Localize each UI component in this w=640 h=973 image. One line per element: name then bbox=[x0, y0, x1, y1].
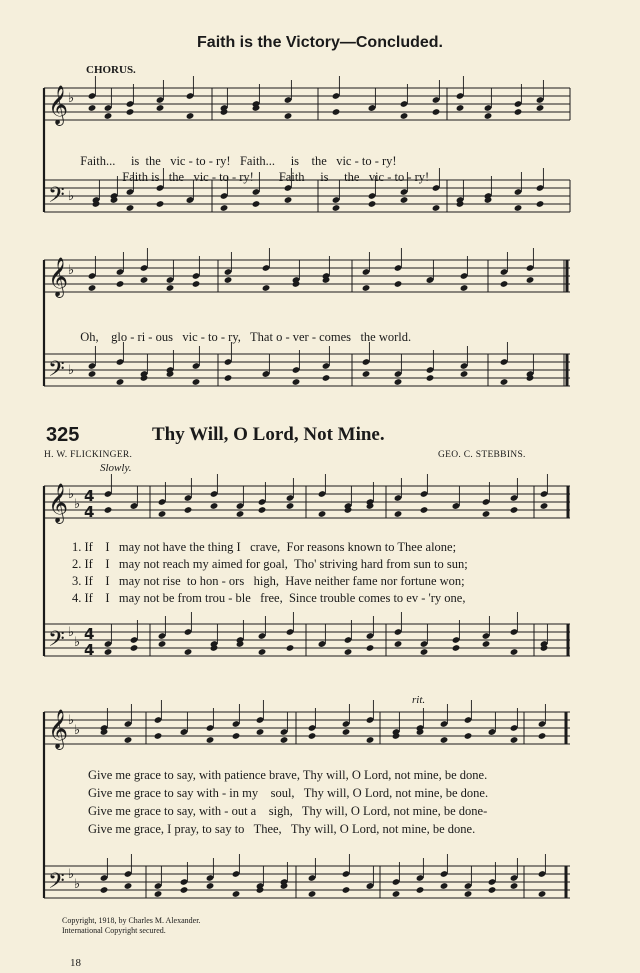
notehead bbox=[392, 890, 401, 898]
notehead bbox=[126, 204, 135, 212]
notehead bbox=[440, 736, 449, 744]
svg-text:𝄢: 𝄢 bbox=[48, 869, 65, 899]
notehead bbox=[284, 196, 293, 204]
svg-text:♭: ♭ bbox=[68, 91, 75, 106]
svg-text:𝄢: 𝄢 bbox=[48, 357, 65, 387]
notehead bbox=[124, 882, 133, 890]
svg-text:♭: ♭ bbox=[74, 635, 81, 650]
notehead bbox=[154, 732, 163, 740]
verse-1: 1. If I may not have the thing I crave, For reasons known to Thee alone; bbox=[72, 540, 457, 554]
notehead bbox=[232, 890, 241, 898]
notehead bbox=[420, 648, 429, 656]
copyright-notice bbox=[62, 916, 200, 936]
notehead bbox=[332, 108, 341, 116]
svg-text:♭: ♭ bbox=[68, 189, 75, 204]
notehead bbox=[252, 200, 261, 208]
copyright-line-1: Copyright, 1918, by Charles M. Alexander. bbox=[62, 916, 201, 925]
notehead bbox=[180, 886, 189, 894]
notehead bbox=[464, 890, 473, 898]
notehead bbox=[280, 736, 289, 744]
notehead bbox=[394, 280, 403, 288]
notehead bbox=[158, 510, 167, 518]
chorus-lyric-line-1: Faith... is the vic - to - ry! Faith... is the vic - to - ry! bbox=[80, 154, 397, 168]
notehead bbox=[224, 276, 233, 284]
svg-text:𝄞: 𝄞 bbox=[48, 85, 69, 125]
notehead bbox=[100, 886, 109, 894]
notehead bbox=[284, 112, 293, 120]
svg-text:𝄞: 𝄞 bbox=[48, 483, 69, 523]
notehead bbox=[124, 736, 133, 744]
notehead bbox=[210, 502, 219, 510]
svg-text:𝄢: 𝄢 bbox=[48, 183, 65, 213]
notehead bbox=[88, 370, 97, 378]
notehead bbox=[366, 644, 375, 652]
notehead bbox=[394, 510, 403, 518]
notehead bbox=[394, 378, 403, 386]
svg-text:4: 4 bbox=[84, 487, 95, 505]
refrain-line-2: Give me grace to say with - in my soul, Thy will, O Lord, not mine, be done. bbox=[88, 786, 489, 800]
svg-text:♭: ♭ bbox=[74, 497, 81, 512]
hymn-title: Thy Will, O Lord, Not Mine. bbox=[152, 424, 385, 445]
notehead bbox=[126, 108, 135, 116]
notehead bbox=[510, 648, 519, 656]
notehead bbox=[456, 104, 465, 112]
svg-text:♭: ♭ bbox=[68, 713, 75, 728]
svg-text:𝄞: 𝄞 bbox=[48, 257, 69, 297]
notehead bbox=[332, 204, 341, 212]
notehead bbox=[482, 510, 491, 518]
notehead bbox=[322, 374, 331, 382]
notehead bbox=[166, 284, 175, 292]
notehead bbox=[258, 648, 267, 656]
svg-text:𝄢: 𝄢 bbox=[48, 627, 65, 657]
notehead bbox=[526, 276, 535, 284]
svg-text:𝄞: 𝄞 bbox=[48, 709, 69, 749]
notehead bbox=[318, 510, 327, 518]
notehead bbox=[292, 378, 301, 386]
notehead bbox=[104, 648, 113, 656]
notehead bbox=[104, 112, 113, 120]
notehead bbox=[540, 502, 549, 510]
svg-text:4: 4 bbox=[84, 503, 95, 521]
notehead bbox=[184, 648, 193, 656]
notehead bbox=[440, 882, 449, 890]
notehead bbox=[104, 506, 113, 514]
notehead bbox=[192, 280, 201, 288]
chorus-lyric-line-2: Faith is the vic - to - ry! Faith is the vic - to - ry! bbox=[122, 170, 430, 184]
notehead bbox=[536, 200, 545, 208]
notehead bbox=[342, 728, 351, 736]
notehead bbox=[184, 506, 193, 514]
notehead bbox=[232, 732, 241, 740]
ritardando-marking: rit. bbox=[412, 694, 426, 706]
notehead bbox=[400, 196, 409, 204]
verse-4: 4. If I may not be from trou - ble free, Since trouble comes to ev - 'ry one, bbox=[72, 591, 466, 605]
svg-text:♭: ♭ bbox=[68, 487, 75, 502]
chorus-lyric-line-3: Oh, glo - ri - ous vic - to - ry, That o - ver - comes the world. bbox=[80, 330, 412, 344]
svg-text:4: 4 bbox=[84, 641, 95, 659]
notehead bbox=[286, 644, 295, 652]
verse-3: 3. If I may not rise to hon - ors high, Have neither fame nor fortune won; bbox=[72, 574, 465, 588]
composer-credit: GEO. C. STEBBINS. bbox=[438, 450, 526, 460]
notehead bbox=[426, 374, 435, 382]
notehead bbox=[420, 506, 429, 514]
notehead bbox=[510, 506, 519, 514]
notehead bbox=[206, 736, 215, 744]
notehead bbox=[500, 378, 509, 386]
notehead bbox=[484, 112, 493, 120]
notehead bbox=[368, 200, 377, 208]
notehead bbox=[514, 204, 523, 212]
notehead bbox=[156, 200, 165, 208]
notehead bbox=[394, 640, 403, 648]
notehead bbox=[256, 728, 265, 736]
notehead bbox=[224, 374, 233, 382]
notehead bbox=[510, 882, 519, 890]
notehead bbox=[400, 112, 409, 120]
notehead bbox=[488, 886, 497, 894]
notehead bbox=[464, 732, 473, 740]
svg-text:♭: ♭ bbox=[68, 625, 75, 640]
svg-text:♭: ♭ bbox=[74, 723, 81, 738]
notehead bbox=[220, 204, 229, 212]
notehead bbox=[514, 108, 523, 116]
notehead bbox=[186, 112, 195, 120]
notehead bbox=[482, 640, 491, 648]
verse-2: 2. If I may not reach my aimed for goal, Tho' striving hard from sun to sun; bbox=[72, 557, 468, 571]
refrain-line-1: Give me grace to say, with patience brave, Thy will, O Lord, not mine, be done. bbox=[88, 768, 488, 782]
notehead bbox=[258, 506, 267, 514]
notehead bbox=[308, 732, 317, 740]
notehead bbox=[538, 890, 547, 898]
notehead bbox=[416, 886, 425, 894]
svg-text:♭: ♭ bbox=[68, 867, 75, 882]
notehead bbox=[158, 640, 167, 648]
notehead bbox=[88, 284, 97, 292]
notehead bbox=[116, 280, 125, 288]
chorus-label: CHORUS. bbox=[86, 64, 136, 76]
svg-text:♭: ♭ bbox=[68, 263, 75, 278]
notehead bbox=[308, 890, 317, 898]
tempo-marking: Slowly. bbox=[100, 462, 132, 474]
notehead bbox=[366, 736, 375, 744]
notehead bbox=[342, 886, 351, 894]
notehead bbox=[156, 104, 165, 112]
notehead bbox=[510, 736, 519, 744]
hymn-number: 325 bbox=[46, 424, 80, 446]
copyright-line-2: International Copyright secured. bbox=[62, 926, 166, 935]
notehead bbox=[432, 204, 441, 212]
notehead bbox=[536, 104, 545, 112]
svg-text:♭: ♭ bbox=[74, 877, 81, 892]
page-title: Faith is the Victory—Concluded. bbox=[197, 34, 443, 51]
page-number: 18 bbox=[70, 957, 81, 969]
author-credit: H. W. FLICKINGER. bbox=[44, 450, 133, 460]
notehead bbox=[432, 108, 441, 116]
notehead bbox=[192, 378, 201, 386]
notehead bbox=[362, 284, 371, 292]
notehead bbox=[262, 284, 271, 292]
notehead bbox=[460, 370, 469, 378]
notehead bbox=[286, 502, 295, 510]
notehead bbox=[538, 732, 547, 740]
notehead bbox=[460, 284, 469, 292]
notehead bbox=[88, 104, 97, 112]
notehead bbox=[236, 510, 245, 518]
notehead bbox=[500, 280, 509, 288]
refrain-line-4: Give me grace, I pray, to say to Thee, Thy will, O Lord, not mine, be done. bbox=[88, 822, 476, 836]
notehead bbox=[116, 378, 125, 386]
notehead bbox=[140, 276, 149, 284]
notehead bbox=[130, 644, 139, 652]
notehead bbox=[344, 648, 353, 656]
notehead bbox=[206, 882, 215, 890]
refrain-line-3: Give me grace to say, with - out a sigh, Thy will, O Lord, not mine, be done- bbox=[88, 804, 488, 818]
notehead bbox=[452, 644, 461, 652]
notehead bbox=[154, 890, 163, 898]
svg-text:♭: ♭ bbox=[68, 363, 75, 378]
notehead bbox=[362, 370, 371, 378]
svg-text:4: 4 bbox=[84, 625, 95, 643]
